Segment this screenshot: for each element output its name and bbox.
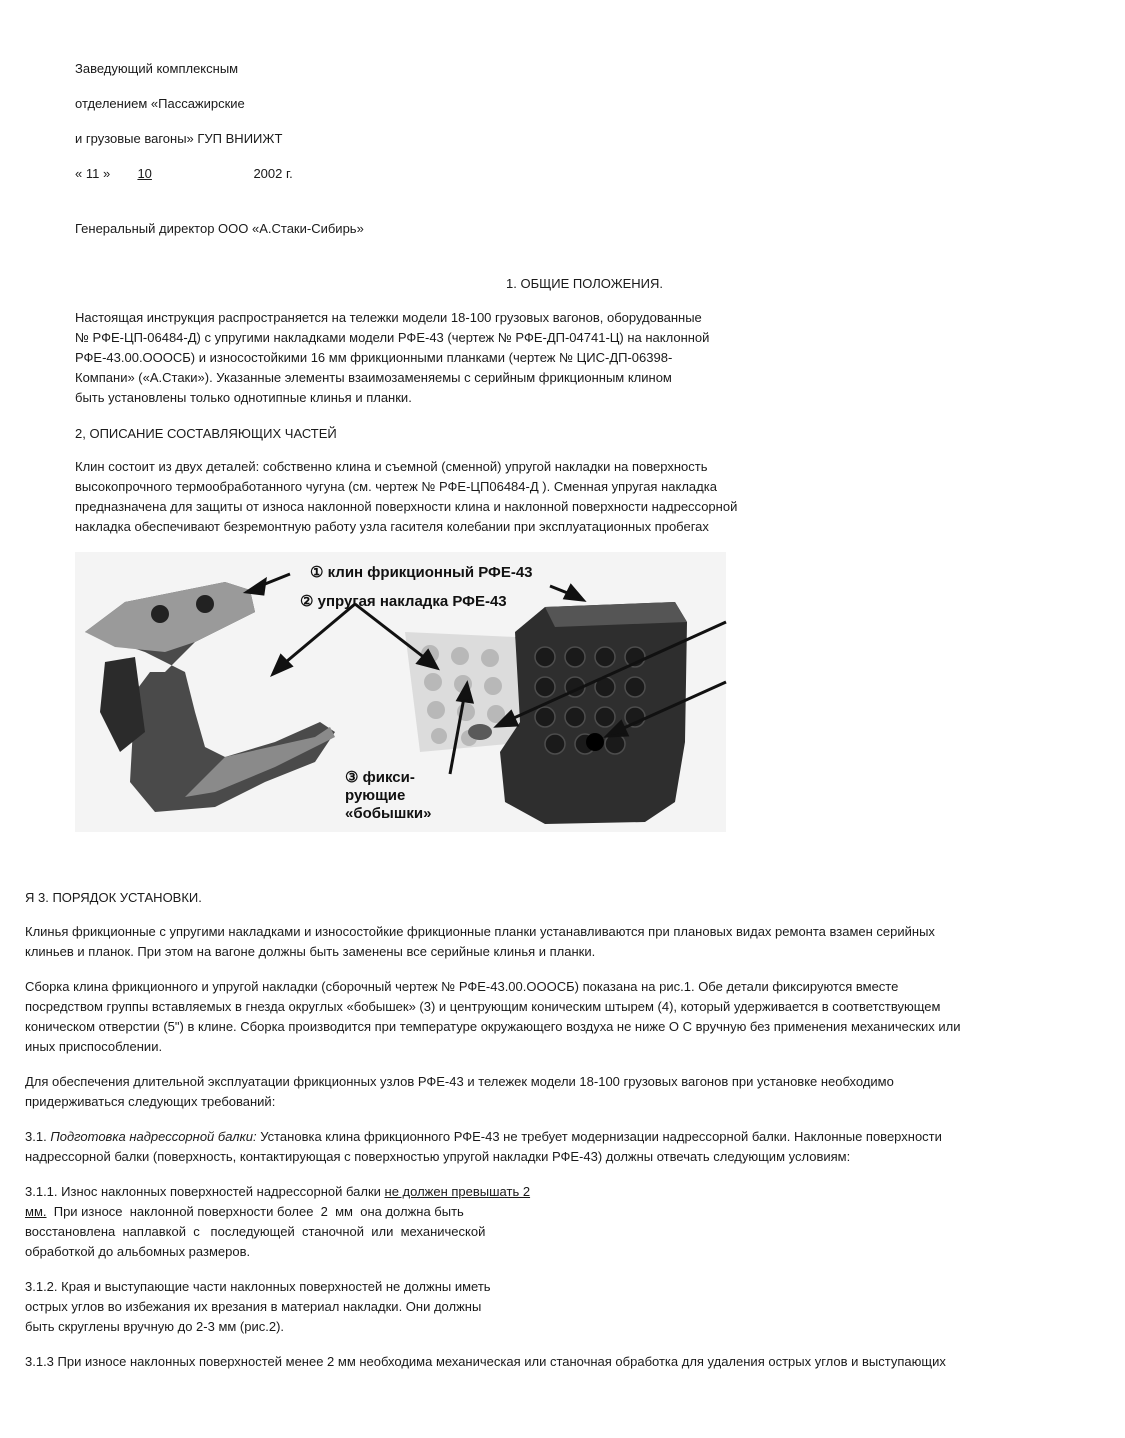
date-year: 2002 г.: [253, 166, 293, 181]
s3-p6-line: острых углов во избежания их врезания в материал накладки. Они должны: [25, 1299, 482, 1314]
figure-label-3a: ③ фикси-: [345, 769, 415, 786]
s3-p5-line3: восстановлена наплавкой с последующей станочной или механической: [25, 1224, 486, 1239]
approval-line-1: Заведующий комплексным: [75, 61, 239, 76]
section2-heading: 2, ОПИСАНИЕ СОСТАВЛЯЮЩИХ ЧАСТЕЙ: [75, 426, 337, 441]
section2-line: предназначена для защиты от износа наклонной поверхности клина и наклонной поверхности надрессорной: [75, 499, 738, 514]
figure-label-3b: рующие: [345, 787, 406, 804]
s3-p3-line: Для обеспечения длительной эксплуатации фрикционных узлов РФЕ-43 и тележек модели 18-100 грузовых вагонов при установке необходимо: [25, 1074, 894, 1089]
s3-p4-num: 3.1.: [25, 1129, 47, 1144]
s3-p2-line: коническом отверстии (5") в клине. Сборка производится при температуре окружающего воздуха не ниже О С вручную без применения механических или: [25, 1019, 961, 1034]
section2-line: Клин состоит из двух деталей: собственно клина и съемной (сменной) упругой накладки на поверхность: [75, 459, 708, 474]
s3-p4-line1: [25, 1127, 942, 1147]
s3-p6-line: 3.1.2. Края и выступающие части наклонных поверхностей не должны иметь: [25, 1279, 491, 1294]
s3-p5-l2rest: При износе наклонной поверхности более 2 мм она должна быть: [46, 1204, 464, 1219]
s3-p5-line2: [25, 1202, 464, 1222]
approval-line-2: отделением «Пассажирские: [75, 96, 245, 111]
section1-line: быть установлены только однотипные клинья и планки.: [75, 390, 412, 405]
s3-p2-line: посредством группы вставляемых в гнезда округлых «бобышек» (3) и центрующим коническим штырем (4), который удерживается в соответствующем: [25, 999, 941, 1014]
s3-p4-rest: Установка клина фрикционного РФЕ-43 не требует модернизации надрессорной балки. Наклонные поверхности: [260, 1129, 942, 1144]
section1-line: № РФЕ-ЦП-06484-Д) с упругими накладками модели РФЕ-43 (чертеж № РФЕ-ДП-04741-Ц) на наклонной: [75, 330, 710, 345]
figure-label-2: ② упругая накладка РФЕ-43: [300, 593, 507, 610]
s3-p1-line: клиньев и планок. При этом на вагоне должны быть заменены все серийные клинья и планки.: [25, 944, 596, 959]
section1-line: Настоящая инструкция распространяется на тележки модели 18-100 грузовых вагонов, оборудованные: [75, 310, 702, 325]
s3-p5-line1: [25, 1182, 530, 1202]
director-title: Генеральный директор ООО «А.Стаки-Сибирь»: [75, 221, 364, 236]
clipped-lower-region: [25, 880, 1090, 1438]
s3-p2-line: иных приспособлении.: [25, 1039, 163, 1054]
section1-line: Компани» («А.Стаки»). Указанные элементы взаимозаменяемы с серийным фрикционным клином: [75, 370, 672, 385]
s3-p5-pre: 3.1.1. Износ наклонных поверхностей надрессорной балки: [25, 1184, 385, 1199]
s3-p6-line: быть скруглены вручную до 2-3 мм (рис.2).: [25, 1319, 285, 1334]
date-day: « 11 »: [75, 166, 111, 181]
section1-heading: 1. ОБЩИЕ ПОЛОЖЕНИЯ.: [506, 276, 663, 291]
s3-p5-underline2: мм.: [25, 1204, 47, 1219]
section2-line: высокопрочного термообработанного чугуна (см. чертеж № РФЕ-ЦП06484-Д ). Сменная упругая накладка: [75, 479, 717, 494]
s3-p1-line: Клинья фрикционные с упругими накладками и износостойкие фрикционные планки устанавливаются при плановых видах ремонта взамен серийных: [25, 924, 935, 939]
s3-p2-line: Сборка клина фрикционного и упругой накладки (сборочный чертеж № РФЕ-43.00.ОООСБ) показана на рис.1. Обе детали фиксируются вместе: [25, 979, 899, 994]
s3-p7-line: 3.1.3 При износе наклонных поверхностей менее 2 мм необходима механическая или станочная обработка для удаления острых углов и выступающих: [25, 1354, 946, 1369]
s3-p5-underline: не должен превышать 2: [384, 1184, 531, 1199]
section2-line: накладка обеспечивают безремонтную работу узла гасителя колебании при эксплуатационных пробегах: [75, 519, 709, 534]
figure-wedge-photo: [75, 552, 726, 832]
date-month: 10: [137, 166, 152, 181]
section3-heading: Я 3. ПОРЯДОК УСТАНОВКИ.: [25, 890, 202, 905]
s3-p3-line: придерживаться следующих требований:: [25, 1094, 276, 1109]
s3-p4-line2: надрессорной балки (поверхность, контактирующая с поверхностью упругой накладки РФЕ-43) должны отвечать следующим условиям:: [25, 1149, 851, 1164]
figure-label-3c: «бобышки»: [345, 805, 432, 822]
s3-p5-line4: обработкой до альбомных размеров.: [25, 1244, 251, 1259]
clipped-upper-region: [0, 0, 738, 860]
section1-line: РФЕ-43.00.ОООСБ) и износостойкими 16 мм фрикционными планками (чертеж № ЦИС-ДП-06398-: [75, 350, 673, 365]
approval-line-3: и грузовые вагоны» ГУП ВНИИЖТ: [75, 131, 283, 146]
s3-p4-italic: Подготовка надрессорной балки:: [50, 1129, 257, 1144]
figure-label-1: ① клин фрикционный РФЕ-43: [310, 564, 533, 581]
